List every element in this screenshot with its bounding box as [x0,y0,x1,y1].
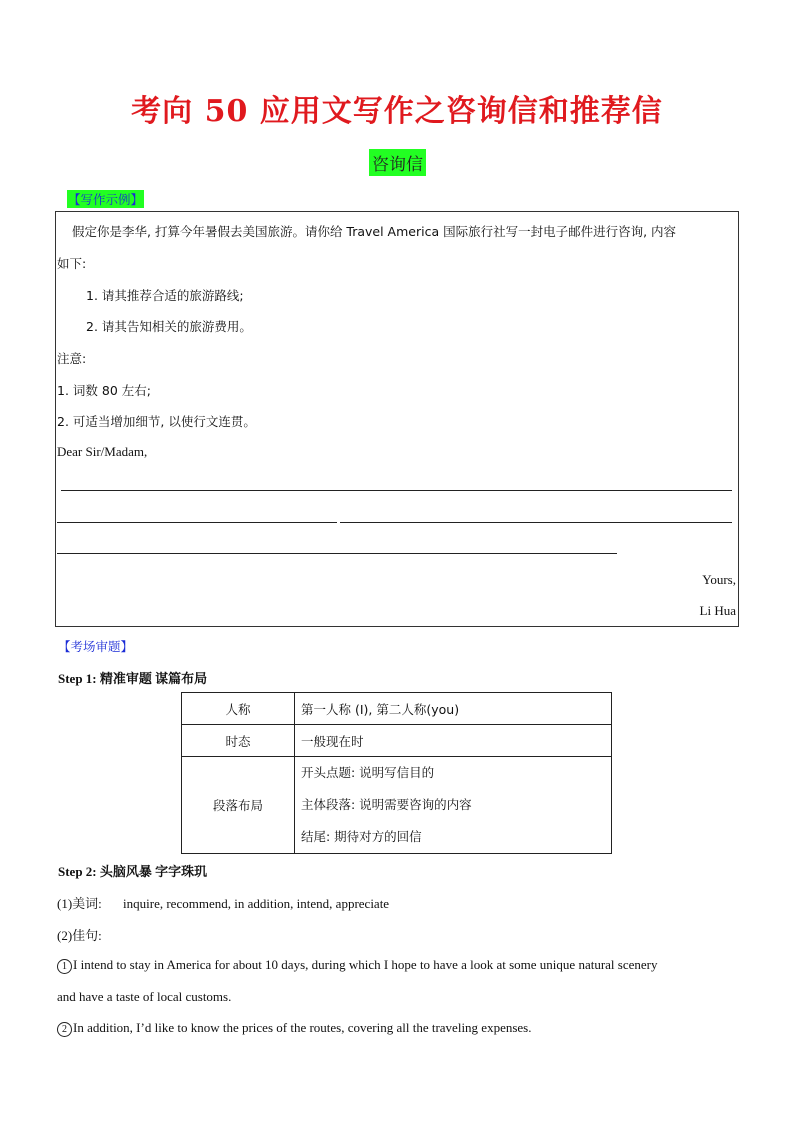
letter-signature: Li Hua [699,603,736,618]
table-value [295,757,612,854]
letter-closing: Yours, [702,572,736,587]
step-2-heading: Step 2: 头脑风暴 字字珠玑 [58,864,208,879]
number-circle-icon: 1 [57,959,72,974]
table-row [182,757,612,854]
table-row [182,693,612,725]
words-line [57,893,389,912]
sentence-2-text: In addition, I’d like to know the prices of the routes, covering all the traveling expenses. [73,1020,532,1035]
layout-table [181,692,612,854]
prompt-line-1: 假定你是李华, 打算今年暑假去美国旅游。请你给 Travel America 国际旅行社写一封电子邮件进行咨询, 内容 [72,224,677,239]
sentence-2 [57,1020,531,1037]
table-value: 第一人称 (I), 第二人称(you) [295,693,612,725]
prompt-item-2: 2. 请其告知相关的旅游费用。 [86,319,252,334]
sentence-1-continued: and have a taste of local customs. [57,989,232,1004]
prompt-note-2: 2. 可适当增加细节, 以使行文连贯。 [57,414,256,429]
sentence-1-text: I intend to stay in America for about 10 days, during which I hope to have a look at some unique natural scenery [73,957,658,972]
answer-line [340,522,732,523]
table-row [182,725,612,757]
section-subtitle: 咨询信 [369,149,426,176]
analysis-tag: 【考场审题】 [58,639,134,654]
sentence-1 [57,957,657,974]
words-label: (1)美词: [57,896,102,911]
prompt-item-1: 1. 请其推荐合适的旅游路线; [86,288,244,303]
example-tag: 【写作示例】 [68,192,144,207]
layout-opening: 开头点题: 说明写信目的 [301,765,435,780]
table-value: 一般现在时 [295,725,612,757]
answer-line [61,490,732,491]
answer-line [57,522,337,523]
number-circle-icon: 2 [57,1022,72,1037]
page-title: 考向 50 应用文写作之咨询信和推荐信 [131,94,663,129]
table-key: 时态 [182,725,295,757]
sentences-label: (2)佳句: [57,928,102,943]
layout-body: 主体段落: 说明需要咨询的内容 [301,797,472,812]
prompt-line-2: 如下: [57,256,87,271]
prompt-note-label: 注意: [57,351,87,366]
words-list: inquire, recommend, in addition, intend, appreciate [123,896,390,911]
answer-line [57,553,617,554]
step-1-heading: Step 1: 精准审题 谋篇布局 [58,671,208,686]
table-key: 段落布局 [182,757,295,854]
letter-salutation: Dear Sir/Madam, [57,444,148,459]
layout-ending: 结尾: 期待对方的回信 [301,829,422,844]
table-key: 人称 [182,693,295,725]
prompt-note-1: 1. 词数 80 左右; [57,383,151,398]
